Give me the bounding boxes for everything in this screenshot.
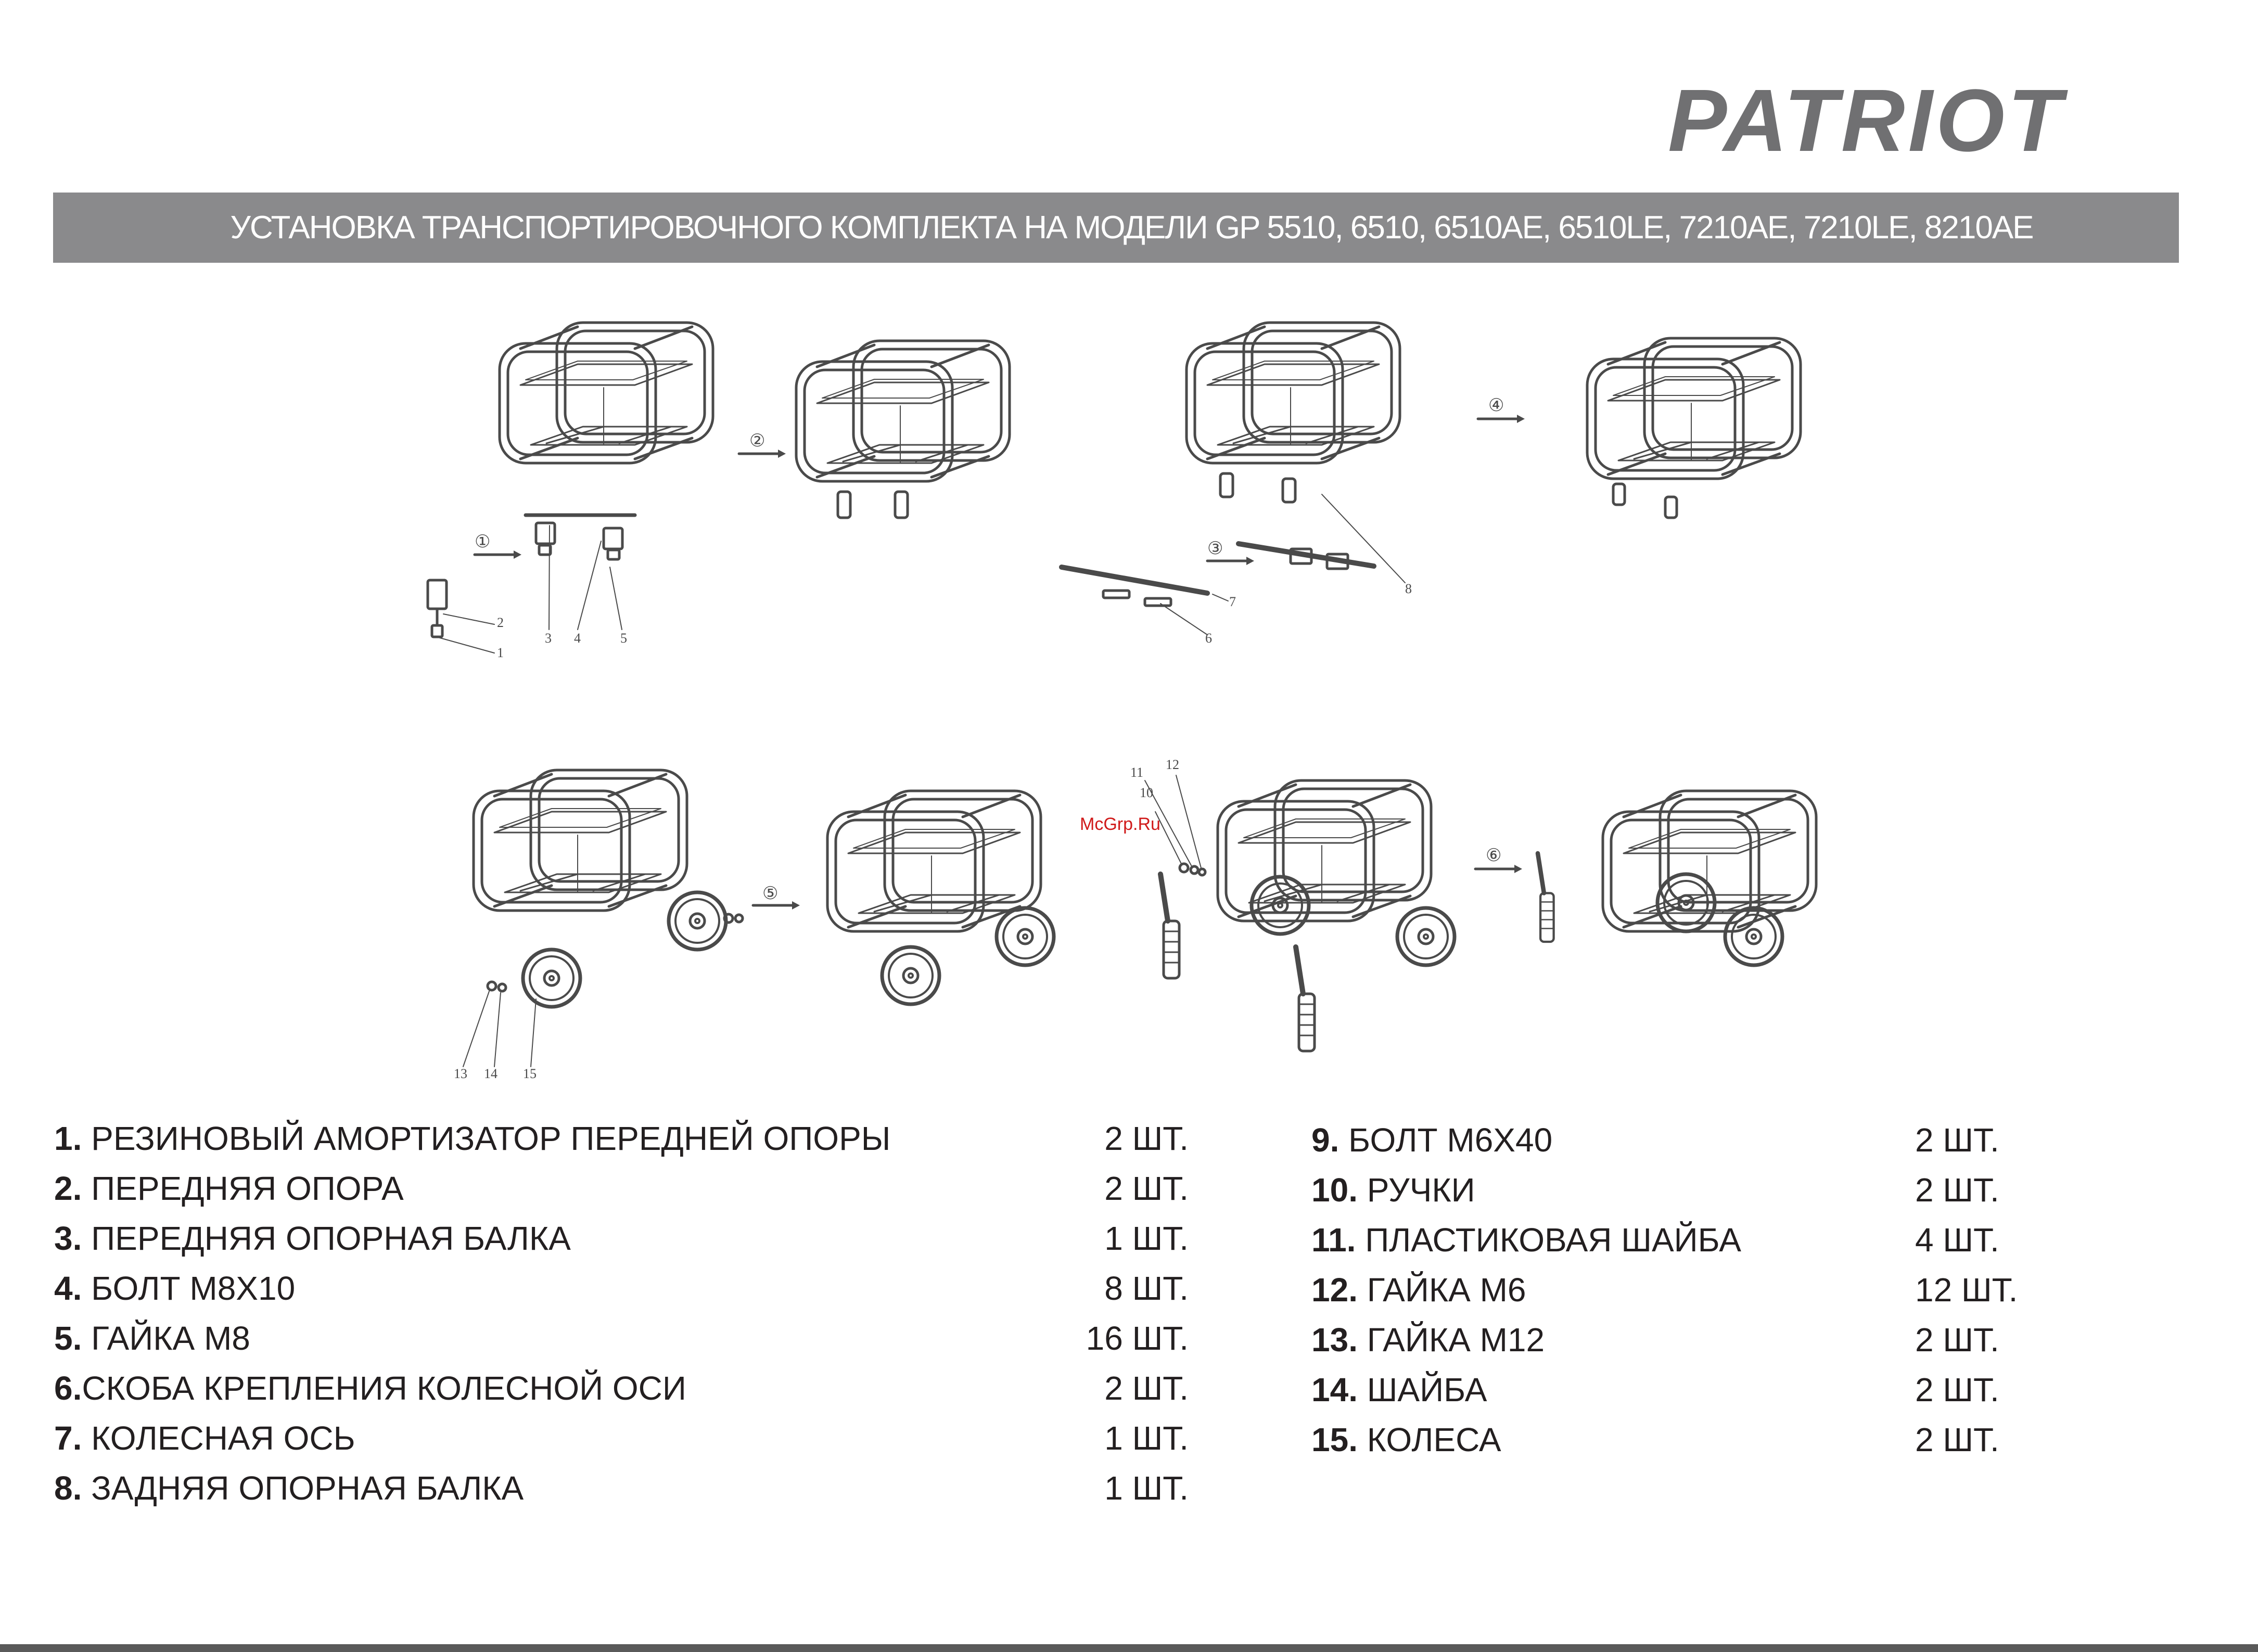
part-number: 7. (54, 1419, 82, 1457)
banner-title: УСТАНОВКА ТРАНСПОРТИРОВОЧНОГО КОМПЛЕКТА НА МОДЕЛИ GP 5510, 6510, 6510AE, 6510LE, 7210AE, 7210LE, 8210AE (230, 210, 2033, 246)
foot-pair-step4 (1613, 484, 1677, 518)
step-marker-1: ① (475, 531, 491, 552)
parts-list-right (1311, 1115, 2019, 1465)
list-item (1311, 1415, 2019, 1465)
part-name: КОЛЕСНАЯ ОСЬ (82, 1419, 355, 1457)
list-item (54, 1113, 1189, 1163)
callout-13: 13 (454, 1066, 467, 1081)
list-item (54, 1263, 1189, 1313)
part-number: 6. (54, 1369, 82, 1407)
title-banner (53, 193, 2179, 263)
part-number: 14. (1311, 1371, 1358, 1408)
callout-1: 1 (497, 645, 504, 660)
part-name: ПЕРЕДНЯЯ ОПОРНАЯ БАЛКА (82, 1220, 571, 1257)
step-marker-2: ② (749, 430, 766, 451)
list-item (54, 1313, 1189, 1363)
callout-10: 10 (1140, 785, 1153, 800)
frame-step2 (796, 341, 1010, 481)
callout-4: 4 (574, 631, 581, 646)
handle-hardware (1180, 864, 1205, 875)
part-name: КОЛЕСА (1357, 1421, 1501, 1458)
arrow-step4 (1478, 415, 1525, 423)
leader-lines-1 (438, 526, 622, 653)
part-number: 8. (54, 1469, 82, 1507)
step-marker-6: ⑥ (1486, 845, 1502, 866)
callout-6: 6 (1205, 631, 1212, 646)
frame-step7 (1218, 780, 1431, 921)
part-number: 9. (1311, 1121, 1340, 1159)
part-qty: 2 ШТ. (1104, 1120, 1189, 1157)
part-qty: 16 ШТ. (1086, 1320, 1189, 1357)
part-qty: 2 ШТ. (1104, 1369, 1189, 1407)
part-number: 13. (1311, 1321, 1358, 1359)
part-name: РЕЗИНОВЫЙ АМОРТИЗАТОР ПЕРЕДНЕЙ ОПОРЫ (82, 1120, 891, 1157)
callout-12: 12 (1166, 757, 1179, 772)
bottom-rule (0, 1644, 2258, 1652)
callout-5: 5 (620, 631, 627, 646)
part-qty: 8 ШТ. (1104, 1270, 1189, 1307)
part-name: ПЕРЕДНЯЯ ОПОРА (82, 1170, 404, 1207)
front-foot-parts (428, 515, 635, 637)
foot-pair-step2 (838, 492, 908, 518)
part-number: 12. (1311, 1271, 1358, 1309)
frame-step5 (474, 770, 687, 911)
logo-text: PATRIOT (1668, 78, 2065, 161)
part-name: БОЛТ М8Х10 (82, 1270, 296, 1307)
list-item (54, 1413, 1189, 1463)
callout-11: 11 (1130, 765, 1144, 780)
list-item (1311, 1115, 2019, 1165)
part-qty: 1 ШТ. (1104, 1469, 1189, 1507)
arrow-step6 (1475, 865, 1522, 873)
callout-2: 2 (497, 615, 504, 630)
part-name: ГАЙКА М12 (1357, 1321, 1545, 1359)
part-qty: 2 ШТ. (1915, 1321, 1999, 1359)
part-qty: 2 ШТ. (1104, 1170, 1189, 1207)
part-name: БОЛТ М6Х40 (1339, 1121, 1553, 1159)
part-qty: 2 ШТ. (1915, 1421, 1999, 1458)
frame-step1 (500, 323, 713, 463)
callout-15: 15 (523, 1066, 537, 1081)
part-name: ШАЙБА (1357, 1371, 1487, 1408)
list-item (54, 1213, 1189, 1263)
part-name: ЗАДНЯЯ ОПОРНАЯ БАЛКА (82, 1469, 524, 1507)
list-item (54, 1463, 1189, 1513)
frame-step6 (827, 791, 1041, 931)
part-name: РУЧКИ (1357, 1171, 1475, 1209)
leader-lines-3 (463, 991, 536, 1067)
watermark: McGrp.Ru (1080, 814, 1160, 834)
assembly-diagram (416, 291, 1821, 1103)
callout-14: 14 (484, 1066, 497, 1081)
frame-step4 (1587, 338, 1801, 479)
parts-list-left (54, 1113, 1189, 1513)
part-qty: 4 ШТ. (1915, 1221, 1999, 1259)
callout-3: 3 (545, 631, 552, 646)
part-qty: 2 ШТ. (1915, 1121, 1999, 1159)
callout-8: 8 (1405, 581, 1412, 596)
frame-step3 (1187, 323, 1400, 463)
part-number: 5. (54, 1320, 82, 1357)
foot-pair-step3 (1220, 473, 1295, 502)
handle-parts (1160, 874, 1179, 978)
frame-step8 (1603, 791, 1816, 931)
part-number: 2. (54, 1170, 82, 1207)
part-number: 3. (54, 1220, 82, 1257)
list-item (1311, 1315, 2019, 1365)
list-item (1311, 1215, 2019, 1265)
part-qty: 1 ШТ. (1104, 1419, 1189, 1457)
callout-7: 7 (1229, 594, 1236, 609)
list-item (1311, 1265, 2019, 1315)
list-item (54, 1163, 1189, 1213)
part-qty: 2 ШТ. (1915, 1171, 1999, 1209)
list-item (1311, 1365, 2019, 1415)
part-number: 11. (1311, 1221, 1356, 1259)
step-marker-4: ④ (1488, 395, 1504, 416)
part-name: ПЛАСТИКОВАЯ ШАЙБА (1356, 1221, 1741, 1259)
step-marker-5: ⑤ (762, 883, 779, 904)
part-qty: 1 ШТ. (1104, 1220, 1189, 1257)
part-number: 10. (1311, 1171, 1358, 1209)
list-item (1311, 1165, 2019, 1215)
part-number: 4. (54, 1270, 82, 1307)
part-number: 15. (1311, 1421, 1358, 1458)
part-qty: 2 ШТ. (1915, 1371, 1999, 1408)
part-number: 1. (54, 1120, 82, 1157)
patriot-logo (1668, 78, 2173, 161)
part-qty: 12 ШТ. (1915, 1271, 2018, 1309)
part-name: ГАЙКА М6 (1357, 1271, 1526, 1309)
part-name: ГАЙКА М8 (82, 1320, 250, 1357)
part-name: СКОБА КРЕПЛЕНИЯ КОЛЕСНОЙ ОСИ (82, 1369, 686, 1407)
step-marker-3: ③ (1207, 538, 1223, 559)
list-item (54, 1363, 1189, 1413)
